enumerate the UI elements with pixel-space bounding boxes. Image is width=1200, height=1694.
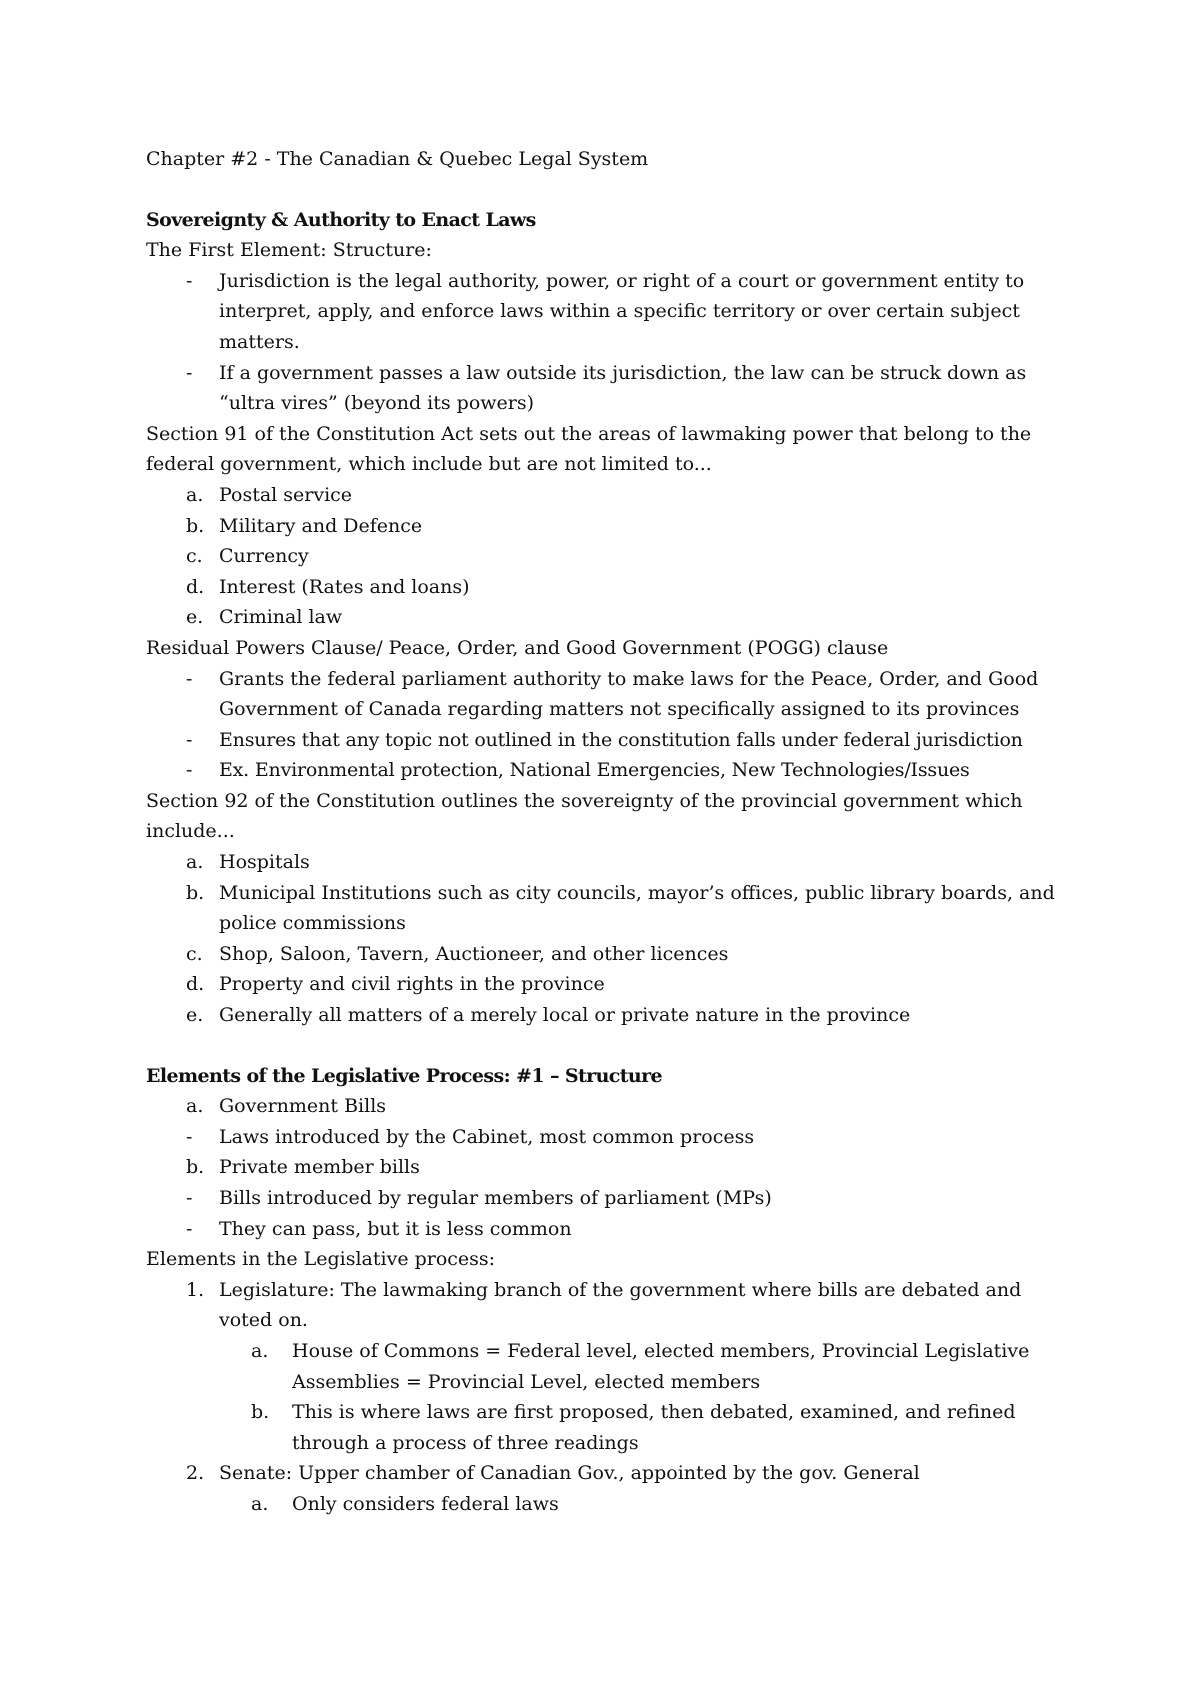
elements-intro: Elements in the Legislative process: (146, 1248, 496, 1271)
list-item (146, 511, 1076, 542)
list-marker: - (186, 1187, 193, 1209)
list-marker: - (186, 1125, 193, 1148)
list-item (146, 1091, 1076, 1122)
list-item-text: Interest (Rates and loans) (219, 575, 470, 598)
list-item (146, 1152, 1076, 1183)
list-item-text: Senate: Upper chamber of Canadian Gov., appointed by the gov. General (219, 1462, 920, 1485)
list-marker: a. (251, 1339, 269, 1362)
list-item-text: Legislature: The lawmaking branch of the government where bills are debated and voted on. (219, 1278, 1022, 1332)
list-item (146, 969, 1076, 1000)
list-marker: e. (186, 1004, 204, 1027)
section91-intro: Section 91 of the Constitution Act sets out the areas of lawmaking power that belong to the federal government, which include but are not limited to... (146, 422, 1032, 476)
document-page (146, 144, 1076, 1520)
list-marker: b. (186, 1156, 205, 1179)
list-item-text: Postal service (219, 483, 353, 506)
list-item-text: Property and civil rights in the province (219, 973, 605, 996)
list-item (146, 1336, 1076, 1397)
list-item-text: Ex. Environmental protection, National Emergencies, New Technologies/Issues (219, 759, 970, 782)
list-marker: 1. (186, 1278, 205, 1301)
list-marker: a. (186, 483, 204, 506)
document-title: Chapter #2 - The Canadian & Quebec Legal System (146, 148, 649, 170)
list-item (146, 725, 1076, 756)
list-item-text: Criminal law (219, 606, 343, 629)
section92-intro: Section 92 of the Constitution outlines the sovereignty of the provincial government which include... (146, 789, 1023, 843)
dash-marker: - (186, 667, 193, 690)
list-item (146, 1122, 1076, 1153)
list-marker: - (186, 1217, 193, 1240)
list-item-text: Generally all matters of a merely local or private nature in the province (219, 1004, 911, 1027)
list-marker: b. (251, 1401, 270, 1424)
list-item-text: If a government passes a law outside its jurisdiction, the law can be struck down as “ultra vires” (beyond its powers) (219, 361, 1027, 415)
list-item (146, 1214, 1076, 1245)
list-marker: 2. (186, 1462, 205, 1485)
list-item (146, 602, 1076, 633)
dash-marker: - (186, 361, 193, 384)
section-heading-sovereignty: Sovereignty & Authority to Enact Laws (146, 208, 536, 231)
list-item (146, 1183, 1076, 1214)
list-item-text: House of Commons = Federal level, elected members, Provincial Legislative Assemblies = Provincial Level, elected members (292, 1339, 1030, 1393)
list-item (146, 480, 1076, 511)
list-item (146, 572, 1076, 603)
list-item (146, 878, 1076, 939)
list-item-text: Municipal Institutions such as city councils, mayor’s offices, public library boards, and police commissions (219, 881, 1055, 935)
list-marker: c. (186, 942, 203, 965)
list-item-text: Government Bills (219, 1095, 387, 1118)
list-item-text: Shop, Saloon, Tavern, Auctioneer, and other licences (219, 942, 729, 965)
list-item-text: Laws introduced by the Cabinet, most common process (219, 1125, 755, 1148)
list-item (146, 939, 1076, 970)
list-marker: a. (186, 1095, 204, 1118)
list-item (146, 358, 1076, 419)
list-marker: b. (186, 881, 205, 904)
list-marker: b. (186, 514, 205, 537)
list-item-text: Currency (219, 545, 309, 568)
list-marker: e. (186, 606, 204, 629)
dash-marker: - (186, 728, 193, 751)
list-item-text: Bills introduced by regular members of parliament (MPs) (219, 1187, 772, 1209)
list-item-text: Jurisdiction is the legal authority, power, or right of a court or government entity to interpret, apply, and enforce laws within a specific territory or over certain subject matters. (219, 269, 1025, 353)
list-marker: a. (186, 851, 204, 874)
residual-powers-heading: Residual Powers Clause/ Peace, Order, and Good Government (POGG) clause (146, 636, 889, 659)
first-element-label: The First Element: Structure: (146, 239, 432, 262)
list-item (146, 1489, 1076, 1520)
list-item-text: Private member bills (219, 1156, 420, 1179)
section-heading-legislative-process: Elements of the Legislative Process: #1 – Structure (146, 1064, 663, 1087)
list-item-text: Hospitals (219, 851, 310, 874)
list-item (146, 1000, 1076, 1031)
dash-marker: - (186, 759, 193, 782)
list-item (146, 541, 1076, 572)
list-item (146, 755, 1076, 786)
list-item-text: Military and Defence (219, 514, 423, 537)
list-item-text: They can pass, but it is less common (219, 1217, 572, 1240)
list-marker: c. (186, 545, 203, 568)
list-item-text: Ensures that any topic not outlined in the constitution falls under federal jurisdiction (219, 728, 1023, 751)
list-item (146, 1397, 1076, 1458)
list-item-text: This is where laws are first proposed, then debated, examined, and refined through a process of three readings (292, 1401, 1016, 1454)
list-item (146, 664, 1076, 725)
list-item (146, 1458, 1076, 1489)
list-item (146, 1275, 1076, 1336)
dash-marker: - (186, 269, 193, 292)
list-item-text: Grants the federal parliament authority to make laws for the Peace, Order, and Good Government of Canada regarding matters not specifically assigned to its provinces (219, 667, 1039, 721)
list-marker: a. (251, 1492, 269, 1515)
list-marker: d. (186, 973, 205, 996)
list-item (146, 847, 1076, 878)
list-item (146, 266, 1076, 358)
list-marker: d. (186, 575, 205, 598)
list-item-text: Only considers federal laws (292, 1492, 559, 1515)
